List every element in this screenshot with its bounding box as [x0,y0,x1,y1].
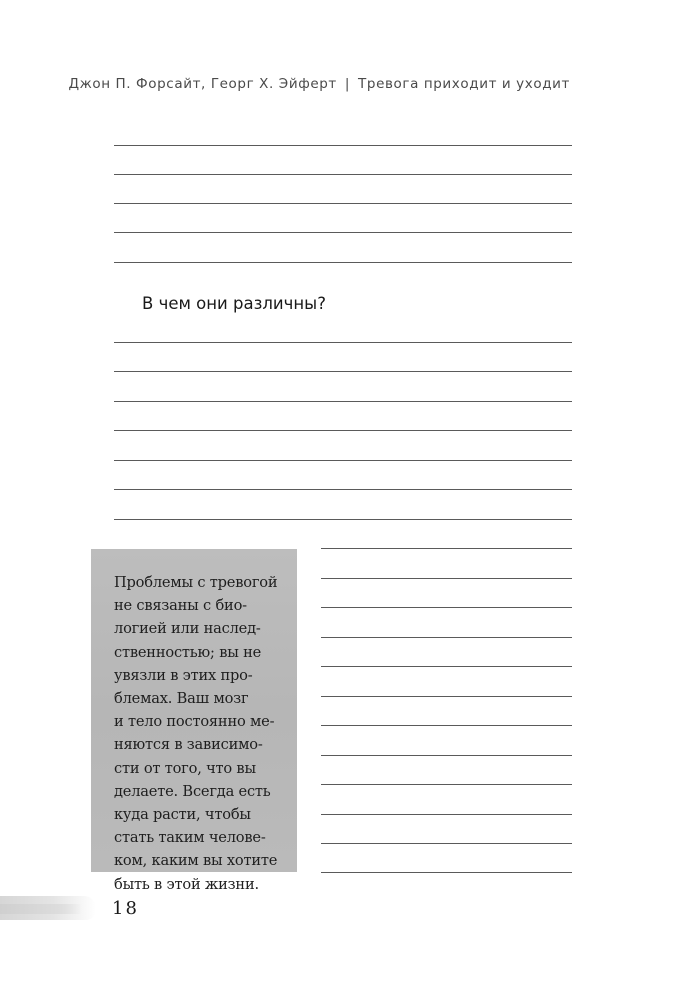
writing-line [321,784,572,785]
note-line: сти от того, что вы [114,759,256,777]
writing-line [321,548,572,549]
writing-line [114,430,572,431]
writing-line [321,872,572,873]
writing-line [321,814,572,815]
writing-line [114,174,572,175]
note-line: логией или наслед- [114,620,261,638]
writing-line [114,203,572,204]
note-text [114,571,286,896]
note-line: Проблемы с тревогой [114,574,278,591]
writing-line [114,401,572,402]
brush-stroke-decoration [0,904,82,914]
writing-line [114,262,572,263]
note-line: и тело постоянно ме- [114,713,275,731]
question-heading: В чем они различны? [142,294,326,313]
note-line: ственностью; вы не [114,643,262,661]
writing-line [114,519,572,520]
writing-line [321,755,572,756]
note-line: няются в зависимо- [114,736,263,754]
running-head-book-title: Тревога приходит и уходит [358,76,570,92]
note-line: не связаны с био- [114,597,247,615]
writing-line [321,666,572,667]
note-line: куда расти, чтобы [114,806,251,824]
writing-line [114,371,572,372]
writing-line [321,725,572,726]
writing-line [114,342,572,343]
note-line: блемах. Ваш мозг [114,690,249,708]
running-head [60,76,570,92]
writing-line [321,637,572,638]
writing-line [114,489,572,490]
running-head-separator: | [344,76,351,92]
writing-line [114,145,572,146]
note-line: делаете. Всегда есть [114,782,271,800]
writing-line [321,696,572,697]
writing-line [321,607,572,608]
note-line: быть в этой жизни. [114,875,259,893]
writing-line [321,578,572,579]
page-number: 18 [112,898,139,919]
note-line: стать таким челове- [114,829,266,847]
writing-line [114,232,572,233]
writing-line [321,843,572,844]
note-line: ком, каким вы хотите [114,852,278,870]
running-head-authors: Джон П. Форсайт, Георг Х. Эйферт [68,76,337,92]
note-line: увязли в этих про- [114,666,253,684]
writing-line [114,460,572,461]
